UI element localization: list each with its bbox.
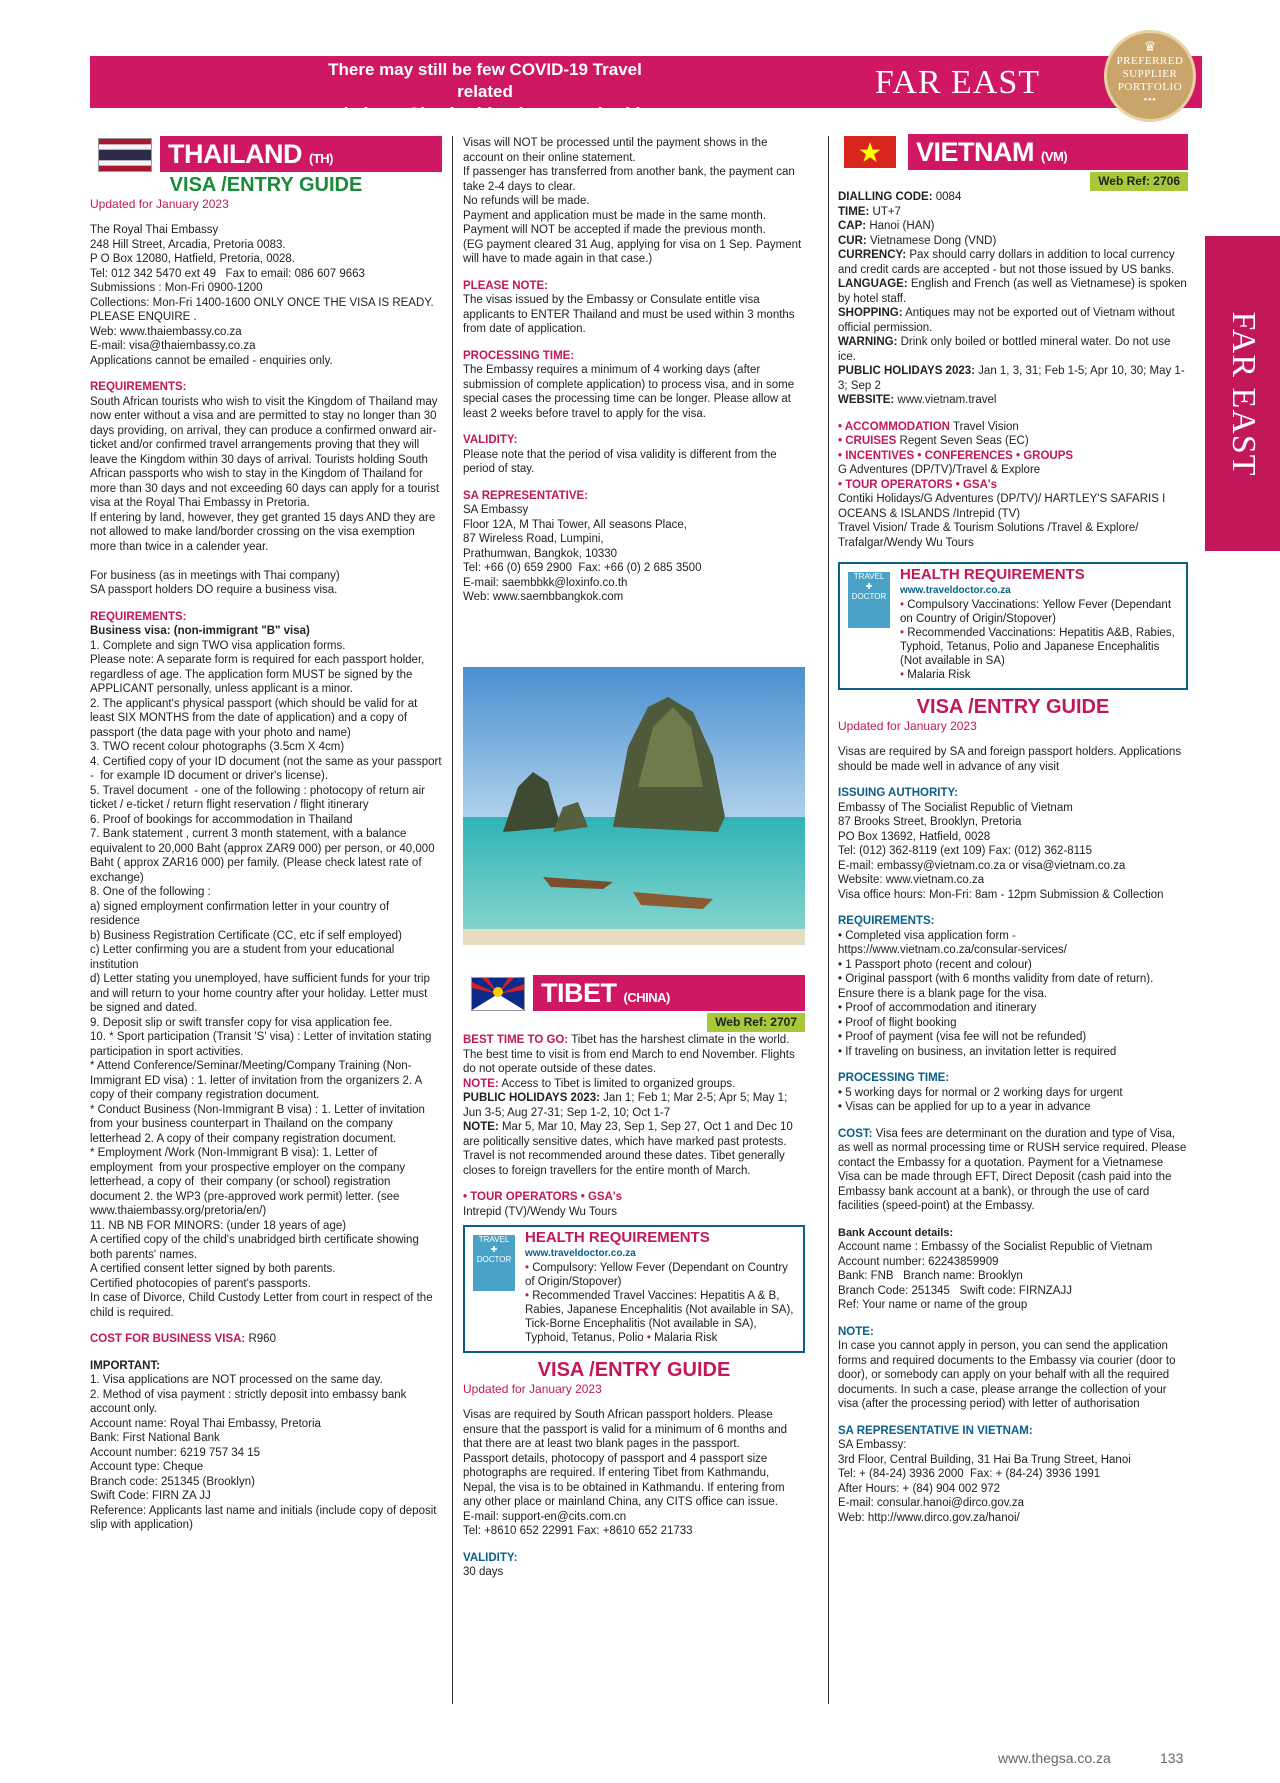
accommodation-line	[838, 420, 1188, 435]
covid-notice-line2: restrictions. Check with relevant authorities.	[305, 104, 665, 123]
tibet-header	[463, 975, 805, 1029]
side-tab-label: FAR EAST	[1224, 310, 1262, 477]
holidays-text: Jan 1; Feb 1; Mar 2-5; Apr 5; May 1; Jun 3-5; Aug 27-31; Sep 1-2, 10; Oct 1-7	[463, 1092, 788, 1119]
tour-operators-text: Intrepid (TV)/Wendy Wu Tours	[463, 1205, 618, 1218]
visa-intro: Visas are required by SA and foreign passport holders. Applications should be made well in advance of any visit	[838, 746, 1185, 773]
thailand-flag-icon	[98, 138, 152, 172]
health-item-3: • Malaria Risk	[900, 669, 971, 681]
please-note-text: The visas issued by the Embassy or Consulate entitle visa applicants to ENTER Thailand and must be used within 3 months from date of application.	[463, 294, 798, 335]
region-title: FAR EAST	[874, 64, 1040, 101]
country-code: (VM)	[1041, 149, 1068, 164]
fact-value: Drink only boiled or bottled mineral water. Do not use ice.	[838, 336, 1171, 363]
vietnam-fact	[838, 190, 1188, 205]
business-visa-subtitle: Business visa: (non-immigrant "B" visa)	[90, 625, 310, 637]
fact-value: Hanoi (HAN)	[866, 220, 935, 232]
fact-value: Jan 1, 3, 31; Feb 1-5; Apr 10, 30; May 1-3; Sep 2	[838, 365, 1185, 392]
fact-label: CURRENCY:	[838, 249, 907, 261]
validity-text: Please note that the period of visa validity is different from the period of stay.	[463, 448, 780, 475]
incentives-label: • INCENTIVES • CONFERENCES • GROUPS	[838, 449, 1074, 462]
processing-time-text: • 5 working days for normal or 2 working days for urgent • Visas can be applied for up to a year in advance	[838, 1086, 1123, 1113]
health-item-2: • Recommended Travel Vaccines: Hepatitis A & B, Rabies, Japanese Encephalitis (Not available in SA), Tick-Borne Encephalitis (Not available in SA), Typhoid, Tetanus, Polio • Malaria Risk	[525, 1290, 794, 1344]
important-text: 1. Visa applications are NOT processed on the same day. 2. Method of visa payment : strictly deposit into embassy bank account only. Account name: Royal Thai Embassy, Pretoria Bank: First National Bank Account number: 6219 757 34 15 Account type: Cheque Branch code: 251345 (Brooklyn) Swift Code: FIRN ZA JJ Reference: Applicants last name and initials (include copy of deposit slip with application)	[90, 1374, 437, 1531]
footer-url[interactable]: www.thegsa.co.za	[998, 1750, 1111, 1766]
travel-doctor-logo-icon: TRAVEL ✚ DOCTOR	[473, 1235, 515, 1291]
tour-operators-label: • TOUR OPERATORS • GSA's	[463, 1191, 623, 1203]
fact-label: DIALLING CODE:	[838, 191, 933, 203]
vietnam-header	[838, 134, 1188, 188]
fact-label: WEBSITE:	[838, 394, 895, 406]
health-title	[900, 568, 1180, 598]
thailand-column	[90, 136, 442, 1533]
best-time-label: BEST TIME TO GO:	[463, 1034, 569, 1046]
important-label: IMPORTANT:	[90, 1359, 161, 1372]
country-name: VIETNAM	[916, 137, 1034, 167]
requirements-text: • Completed visa application form - https://www.vietnam.co.za/consular-services/ • 1 Passport photo (recent and colour) • Original passport (with 6 months validity from date of return). Ensure there is a blank page for the visa. • Proof of accommodation and itinerary • Proof of flight booking • Proof of payment (visa fee will not be refunded) • If traveling on business, an invitation letter is required	[838, 929, 1154, 1058]
vietnam-fact	[838, 219, 1188, 234]
health-item-text: Malaria Risk	[907, 669, 971, 681]
side-tab	[1205, 236, 1280, 551]
health-site: www.traveldoctor.co.za	[525, 1248, 636, 1259]
note-text: In case you cannot apply in person, you can send the application forms and required documents to the Embassy via courier (door to door), or somebody can apply on your behalf with all the required documents. In such a case, please arrange the collection of your visa (after the processing period) with letter of authorisation	[838, 1340, 1179, 1410]
updated-note: Updated for January 2023	[463, 1381, 602, 1396]
health-item-text: Compulsory: Yellow Fever (Dependant on Country of Origin/Stopover)	[525, 1262, 788, 1288]
vietnam-fact	[838, 277, 1188, 306]
issuing-authority-text: Embassy of The Socialist Republic of Vietnam 87 Brooks Street, Brooklyn, Pretoria PO Box 13692, Hatfield, 0028 Tel: (012) 362-8119 (ext 109) Fax: (012) 362-8115 E-mail: embassy@vietnam.co.za or visa@vietnam.co.za Website: www.vietnam.co.za Visa office hours: Mon-Fri: 8am - 12pm Submission & Collection	[838, 801, 1164, 901]
updated-note: Updated for January 2023	[838, 718, 977, 733]
accommodation-text: Travel Vision	[950, 420, 1019, 433]
embassy-address: The Royal Thai Embassy 248 Hill Street, Arcadia, Pretoria 0083. P O Box 12080, Hatfield, Pretoria, 0028. Tel: 012 342 5470 ext 49 Fax to email: 086 607 9663 Submissions : Mon-Fri 0900-1200 Collections: Mon-Fri 1400-1600 ONLY ONCE THE VISA IS READY. PLEASE ENQUIRE . Web: www.thaiembassy.co.za E-mail: visa@thaiembassy.co.za Applications cannot be emailed - enquiries only.	[90, 224, 434, 367]
page-number: 133	[1160, 1750, 1184, 1766]
health-item-1: • Compulsory Vaccinations: Yellow Fever (Dependant on Country of Origin/Stopover)	[900, 599, 1172, 625]
requirements-label: REQUIREMENTS:	[90, 381, 187, 393]
top-banner	[90, 56, 1202, 123]
fact-value: Vietnamese Dong (VND)	[866, 234, 997, 247]
vietnam-facts	[838, 190, 1188, 408]
health-title-text: HEALTH REQUIREMENTS	[525, 1229, 710, 1246]
fact-label: TIME:	[838, 205, 870, 218]
incentives-text: G Adventures (DP/TV)/Travel & Explore	[838, 464, 1041, 476]
cost-text: Visa fees are determinant on the duration and type of Visa, as well as normal processing time or RUSH service required. Please contact the Embassy for a quotation. Payment for a Vietnamese Visa can be made through EFT, Direct Deposit (cash paid into the Embassy bank account at a bank), or through the use of card facilities (speed-point) at the Embassy.	[838, 1127, 1187, 1212]
web-ref-badge: Web Ref: 2706	[1090, 172, 1188, 191]
validity-label: VALIDITY:	[463, 1551, 518, 1564]
fact-value: 0084	[932, 191, 962, 203]
vietnam-fact	[838, 234, 1188, 249]
note2-text: Mar 5, Mar 10, May 23, Sep 1, Sep 27, Oct 1 and Dec 10 are politically sensitive dates, which have marked past protests. Travel is not recommended around these dates. Tibet generally closes to foreign travellers for the entire month of March.	[463, 1121, 793, 1177]
health-requirements-box	[463, 1225, 805, 1353]
country-name: THAILAND	[168, 139, 302, 169]
vietnam-fact	[838, 248, 1188, 277]
web-ref-badge: Web Ref: 2707	[707, 1013, 805, 1032]
visa-text: Visas are required by South African passport holders. Please ensure that the passport is valid for a minimum of 6 months and that there are at least two blank pages in the passport. Passport details, photocopy of passport and 4 passport size photographs are required. If entering Tibet from Kathmandu, Nepal, the visa is to be obtained in Kathmandu. If entering from any other place or mainland China, any CITS office can issue. E-mail: support-en@cits.com.cn Tel: +8610 652 22991 Fax: +8610 652 21733	[463, 1409, 788, 1537]
cost-label: COST:	[838, 1127, 873, 1140]
seal-line2: SUPPLIER	[1122, 68, 1178, 80]
tibet-flag-icon	[471, 977, 525, 1011]
middle-column	[463, 136, 805, 605]
seal-line1: PREFERRED	[1116, 55, 1184, 67]
crown-icon: ♛	[1143, 40, 1157, 55]
tibet-section	[463, 975, 805, 1580]
seal-dots: •••	[1143, 94, 1157, 106]
fact-label: CUR:	[838, 234, 867, 247]
fact-value: www.vietnam.travel	[894, 394, 997, 406]
country-code: (TH)	[309, 151, 333, 166]
cost-value: R960	[248, 1333, 276, 1345]
business-requirements-text: 1. Complete and sign TWO visa application forms. Please note: A separate form is required for each passport holder, regardless of age. The application form MUST be signed by the APPLICANT personally, unless applicant is a minor. 2. The applicant's physical passport (which should be valid for at least SIX MONTHS from the date of application) and a copy of passport (the data page with your photo and name) 3. TWO recent colour photographs (3.5cm X 4cm) 4. Certified copy of your ID document (not the same as your passport - for example ID document or driver's license). 5. Travel document - one of the following : photocopy of return air ticket / e-ticket / return flight reservation / flight itinerary 6. Proof of bookings for accommodation in Thailand 7. Bank statement , current 3 month statement, with a balance equivalent to 20,000 Baht (approx ZAR9 000) per person, or 40,000 Baht ( approx ZAR16 000) per family. (Please check latest rate of exchange) 8. One of the following : a) signed employment confirmation letter in your country of residence b) Business Registration Certificate (CC, etc if self employed) c) Letter confirming you are a student from your educational institution d) Letter stating you unemployed, have sufficient funds for your trip and will return to your home country after your holiday. Letter must be signed and dated. 9. Deposit slip or swift transfer copy for visa application fee. 10. * Sport participation (Transit 'S' visa) : Letter of invitation stating participation in sport activities. * Attend Conference/Seminar/Meeting/Company Training (Non-Immigrant ED visa) : 1. letter of invitation from the organizers 2. A copy of their company registration document. * Conduct Business (Non-Immigrant B visa) : 1. Letter of invitation from your business counterpart in Thailand on the company letterhead 2. A copy of their company registration document. * Employment /Work (Non-Immigrant B visa): 1. Letter of employment from your prospective employer on the company letterhead, a copy of their company (or school) registration document 2. the WP3 (pre-approved work permit) letter. (see www.thaiembassy.org/pretoria/en/) 11. NB NB FOR MINORS: (under 18 years of age) A certified copy of the child's unabridged birth certificate showing both parents' names. A certified consent letter signed by both parents. Certified photocopies of parent's passports. In case of Divorce, Child Custody Letter from court in respect of the child is required.	[90, 639, 442, 1319]
issuing-authority-label: ISSUING AUTHORITY:	[838, 787, 959, 799]
thailand-payment-text: Visas will NOT be processed until the payment shows in the account on their online statement. If passenger has transferred from another bank, the payment can take 2-4 days to clear. No refunds will be made. Payment and application must be made in the same month. Payment will NOT be accepted if made the previous month. (EG payment cleared 31 Aug, applying for visa on 1 Sep. Payment will have to made again in that case.)	[463, 137, 802, 265]
visa-guide-title: VISA /ENTRY GUIDE	[537, 1359, 731, 1381]
bank-details-label: Bank Account details:	[838, 1226, 954, 1239]
fact-value: English and French (as well as Vietnamese) is spoken by hotel staff.	[838, 278, 1187, 305]
tibet-title	[541, 977, 670, 1014]
note-text: Access to Tibet is limited to organized groups.	[498, 1077, 736, 1090]
covid-notice	[300, 59, 670, 125]
updated-note: Updated for January 2023	[90, 196, 229, 211]
holidays-label: PUBLIC HOLIDAYS 2023:	[463, 1092, 600, 1104]
column-divider-1	[452, 136, 453, 1704]
thailand-header	[90, 136, 442, 172]
health-item-text: Recommended Vaccinations: Hepatitis A&B, Rabies, Typhoid, Tetanus, Polio and Japanese Encephalitis (Not available in SA)	[900, 627, 1175, 667]
vietnam-fact	[838, 306, 1188, 335]
column-divider-2	[828, 136, 829, 1704]
fact-label: CAP:	[838, 220, 867, 232]
health-site: www.traveldoctor.co.za	[900, 585, 1011, 596]
health-item-text: Recommended Travel Vaccines: Hepatitis A & B, Rabies, Japanese Encephalitis (Not available in SA), Tick-Borne Encephalitis (Not available in SA), Typhoid, Tetanus, Polio	[525, 1290, 794, 1344]
fact-value: Antiques may not be exported out of Vietnam without official permission.	[838, 307, 1175, 334]
public-holidays	[463, 1091, 805, 1120]
validity-text: 30 days	[463, 1566, 504, 1578]
accommodation-label: • ACCOMMODATION	[838, 420, 950, 433]
fact-value: Pax should carry dollars in addition to local currency and credit cards are accepted - but not those issued by US banks.	[838, 249, 1175, 276]
processing-time-label: PROCESSING TIME:	[838, 1072, 950, 1084]
requirements-text: South African tourists who wish to visit the Kingdom of Thailand may now enter without a visa and are permitted to stay no longer than 30 days providing, on arrival, they can produce a confirmed onward air-ticket and/or confirmed travel arrangements proving that they will leave the Kingdom within 30 days of arrival. Tourists holding South African passports who wish to stay in the Kingdom of Thailand for more than 30 days and not exceeding 60 days can apply for a tourist visa at the Royal Thai Embassy in Pretoria. If entering by land, however, they get granted 15 days AND they are not allowed to make land/border crossing on the visa exemption more than twice in a calender year. For business (as in meetings with Thai company) SA passport holders DO require a business visa.	[90, 395, 440, 596]
sa-representative-text: SA Embassy: 3rd Floor, Central Building, 31 Hai Ba Trung Street, Hanoi Tel: + (84-24) 3936 2000 Fax: + (84-24) 3936 1991 After Hours: + (84) 904 002 972 E-mail: consular.hanoi@dirco.gov.za Web: http://www.dirco.gov.za/hanoi/	[838, 1439, 1131, 1524]
tour-operators-label: • TOUR OPERATORS • GSA's	[838, 478, 998, 491]
vietnam-fact	[838, 364, 1188, 393]
cost-line	[90, 1332, 442, 1347]
fact-label: WARNING:	[838, 336, 898, 348]
please-note-label: PLEASE NOTE:	[463, 279, 548, 292]
cruises-text: Regent Seven Seas (EC)	[896, 435, 1029, 447]
fact-label: SHOPPING:	[838, 307, 903, 319]
visa-guide-title: VISA /ENTRY GUIDE	[169, 174, 363, 196]
tour-operators-text: Contiki Holidays/G Adventures (DP/TV)/ HARTLEY'S SAFARIS I OCEANS & ISLANDS /Intrepid (TV) Travel Vision/ Trade & Tourism Solutions /Travel & Explore/ Trafalgar/Wendy Wu Tours	[838, 493, 1166, 549]
country-name: TIBET	[541, 978, 617, 1008]
bank-details-text: Account name : Embassy of the Socialist Republic of Vietnam Account number: 62243859909 Bank: FNB Branch name: Brooklyn Branch Code: 251345 Swift code: FIRNZAJJ Ref: Your name or name of the group	[838, 1241, 1153, 1311]
sensitive-dates-note	[463, 1120, 805, 1178]
sa-representative-label: SA REPRESENTATIVE:	[463, 489, 589, 502]
thailand-title	[168, 138, 333, 175]
health-item-2: • Recommended Vaccinations: Hepatitis A&B, Rabies, Typhoid, Tetanus, Polio and Japanese Encephalitis (Not available in SA)	[900, 627, 1175, 667]
vietnam-fact	[838, 335, 1188, 364]
vietnam-flag-icon	[844, 136, 896, 168]
note2-label: NOTE:	[463, 1121, 499, 1133]
fact-label: LANGUAGE:	[838, 278, 908, 290]
sa-representative-label: SA REPRESENTATIVE IN VIETNAM:	[838, 1424, 1033, 1437]
covid-notice-line1: There may still be few COVID-19 Travel related	[328, 60, 642, 101]
country-code: (CHINA)	[623, 990, 670, 1005]
cost-paragraph	[838, 1127, 1188, 1214]
vietnam-column	[838, 134, 1188, 1525]
requirements-label: REQUIREMENTS:	[838, 915, 935, 927]
travel-doctor-logo-icon: TRAVEL ✚ DOCTOR	[848, 572, 890, 628]
processing-time-text: The Embassy requires a minimum of 4 working days (after submission of complete application) to process visa, and in some special cases the processing time can be longer. Please allow at least 2 weeks before travel to apply for the visa.	[463, 364, 798, 420]
cruises-label: • CRUISES	[838, 435, 897, 447]
health-item-text: Compulsory Vaccinations: Yellow Fever (Dependant on Country of Origin/Stopover)	[900, 599, 1172, 625]
fact-value: UT+7	[869, 205, 901, 218]
note-label: NOTE:	[838, 1325, 874, 1338]
health-title	[525, 1231, 797, 1261]
business-requirements-label: REQUIREMENTS:	[90, 610, 187, 623]
sa-representative-text: SA Embassy Floor 12A, M Thai Tower, All seasons Place, 87 Wireless Road, Lumpini, Prathumwan, Bangkok, 10330 Tel: +66 (0) 659 2900 Fax: +66 (0) 2 685 3500 E-mail: saembbkk@loxinfo.co.th Web: www.saembbangkok.com	[463, 504, 702, 603]
vietnam-fact	[838, 205, 1188, 220]
validity-label: VALIDITY:	[463, 434, 518, 446]
seal-line3: PORTFOLIO	[1117, 81, 1183, 93]
note-label: NOTE:	[463, 1077, 499, 1090]
processing-time-label: PROCESSING TIME:	[463, 349, 575, 362]
health-title-text: HEALTH REQUIREMENTS	[900, 566, 1085, 583]
vietnam-fact	[838, 393, 1188, 408]
cost-label: COST FOR BUSINESS VISA:	[90, 1333, 246, 1345]
preferred-supplier-seal	[1104, 30, 1196, 122]
best-time-paragraph	[463, 1033, 805, 1077]
thailand-beach-photo	[463, 667, 805, 945]
health-item-1: • Compulsory: Yellow Fever (Dependant on Country of Origin/Stopover)	[525, 1262, 788, 1288]
vietnam-title	[916, 136, 1067, 173]
health-requirements-box	[838, 562, 1188, 690]
cruises-line	[838, 434, 1188, 449]
access-note	[463, 1077, 805, 1092]
fact-label: PUBLIC HOLIDAYS 2023:	[838, 365, 975, 377]
visa-guide-title: VISA /ENTRY GUIDE	[916, 696, 1110, 718]
best-time-text: Tibet has the harshest climate in the world. The best time to visit is from end March to end November. Flights do not operate outside of these dates.	[463, 1034, 795, 1075]
health-item-text: Malaria Risk	[654, 1332, 718, 1344]
